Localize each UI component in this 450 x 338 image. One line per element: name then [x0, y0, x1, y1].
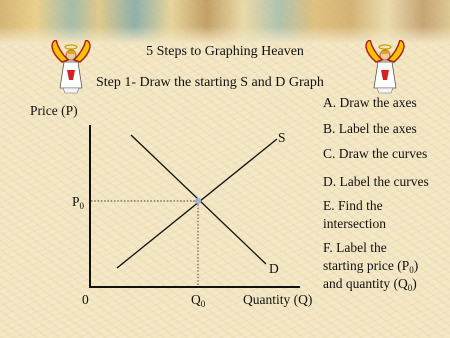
q0-main: Q — [191, 292, 201, 307]
step-b: B. Label the axes — [323, 121, 417, 136]
step-f-line2 — [323, 258, 418, 274]
x-axis-label: Quantity (Q) — [243, 292, 313, 307]
y-axis-label: Price (P) — [30, 103, 78, 118]
step-e-line2: intersection — [323, 216, 386, 231]
step-f-line2-text: starting price (P — [323, 258, 410, 273]
step-f-line3-close: ) — [412, 276, 417, 291]
origin-label: 0 — [82, 292, 89, 307]
intersection-point — [195, 198, 201, 204]
page-title: 5 Steps to Graphing Heaven — [146, 44, 304, 59]
step-e-line1: E. Find the — [323, 198, 383, 213]
q0-sub: 0 — [200, 299, 206, 309]
step-d: D. Label the curves — [323, 174, 429, 189]
step-c: C. Draw the curves — [323, 146, 428, 161]
page-subtitle: Step 1- Draw the starting S and D Graph — [96, 75, 324, 90]
step-f-line2-close: ) — [413, 258, 419, 273]
step-f-line3-text: and quantity (Q — [323, 276, 408, 291]
p0-sub: 0 — [79, 201, 85, 211]
step-f-line3 — [323, 276, 417, 292]
p0-label — [72, 194, 84, 210]
step-f-line1: F. Label the — [323, 240, 387, 255]
step-f-line2-sub: 0 — [409, 265, 414, 275]
step-f-line3-sub: 0 — [407, 283, 413, 293]
p0-main: P — [72, 194, 80, 209]
demand-label: D — [269, 261, 279, 276]
step-a: A. Draw the axes — [323, 95, 417, 110]
q0-label — [191, 292, 205, 308]
supply-label: S — [278, 130, 286, 145]
